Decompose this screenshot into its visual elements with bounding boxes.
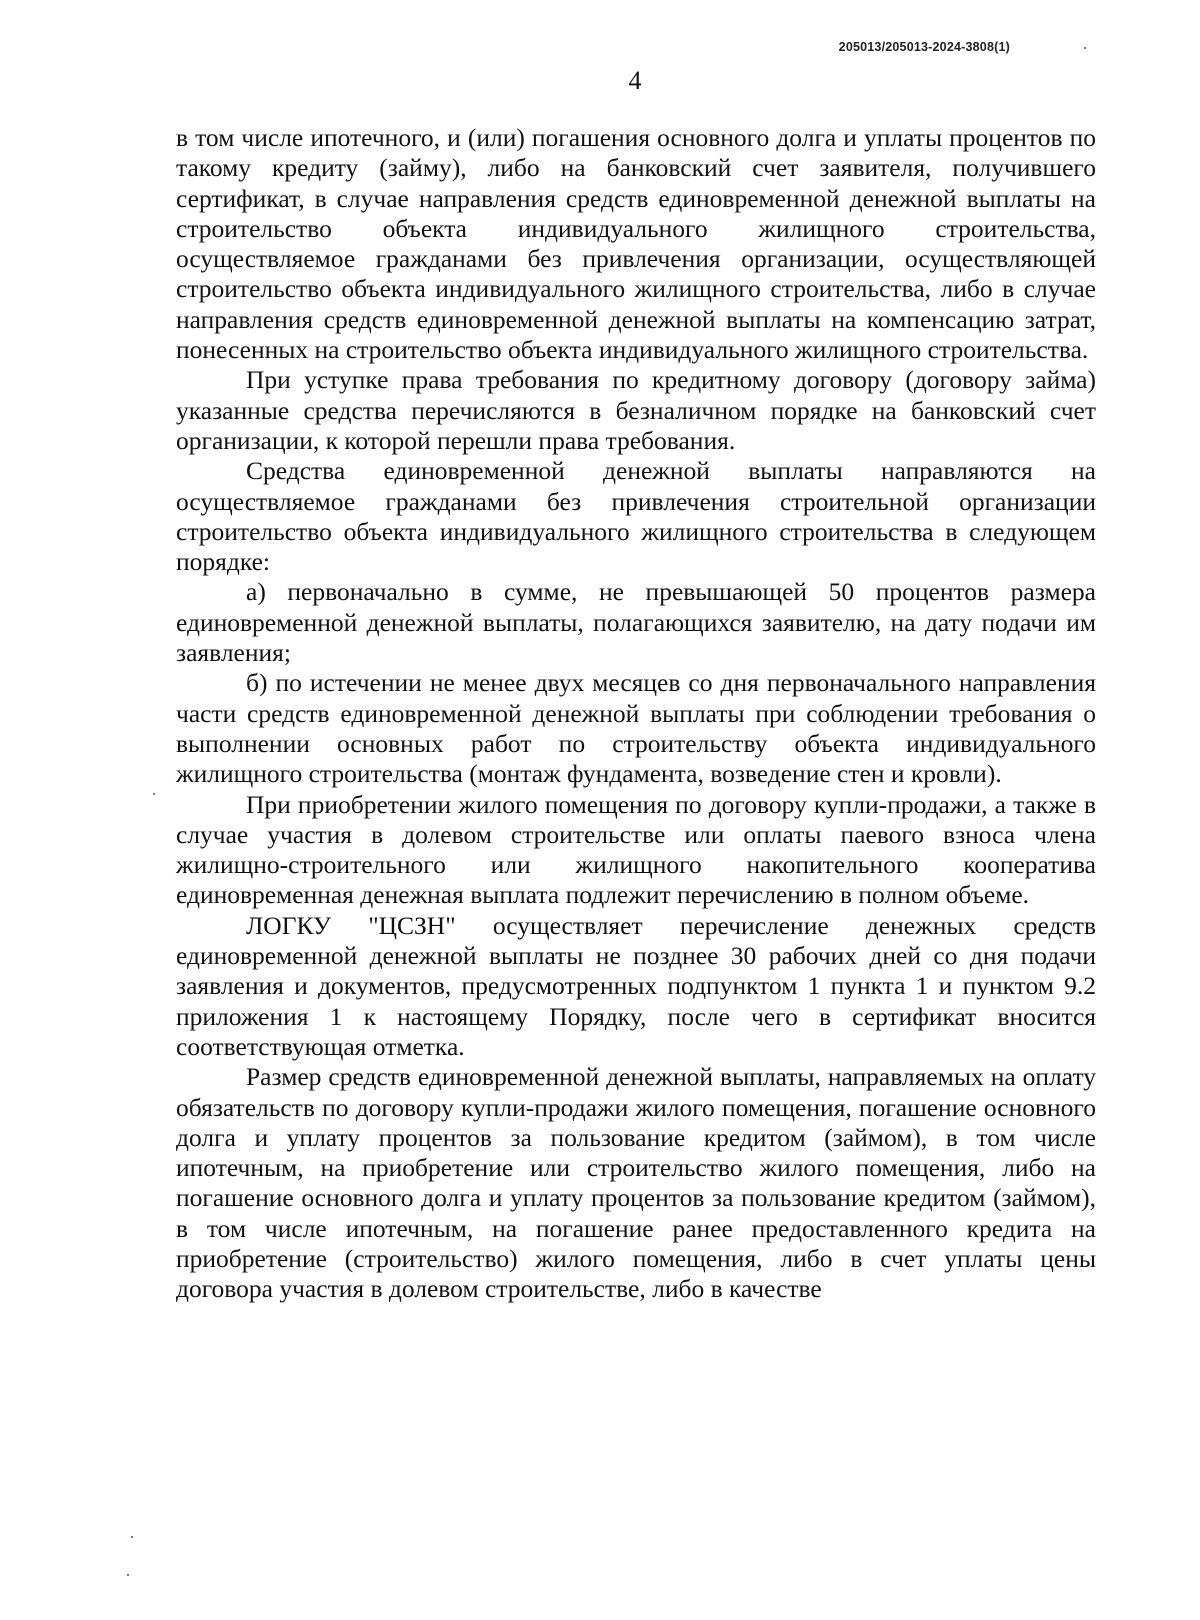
scan-speck	[131, 1536, 133, 1538]
scan-speck	[1084, 47, 1086, 49]
paragraph-continuation: в том числе ипотечного, и (или) погашения основного долга и уплаты процентов по такому кредиту (займу), либо на банковский счет заявителя, получившего сертификат, в случае направления средств единовременной денежной выплаты на строительство объекта индивидуального жилищного строительства, осуществляемое гражданами без привлечения организации, осуществляющей строительство объекта индивидуального жилищного строительства, либо в случае направления средств единовременной денежной выплаты на компенсацию затрат, понесенных на строительство объекта индивидуального жилищного строительства.	[176, 123, 1096, 365]
paragraph-assignment-of-claim: При уступке права требования по кредитному договору (договору займа) указанные средства перечисляются в безналичном порядке на банковский счет организации, к которой перешли права требования.	[176, 365, 1096, 455]
paragraph-item-a: а) первоначально в сумме, не превышающей 50 процентов размера единовременной денежной выплаты, полагающихся заявителю, на дату подачи им заявления;	[176, 577, 1096, 668]
paragraph-transfer-deadline: ЛОГКУ "ЦСЗН" осуществляет перечисление денежных средств единовременной денежной выплаты не позднее 30 рабочих дней со дня подачи заявления и документов, предусмотренных подпунктом 1 пункта 1 и пунктом 9.2 приложения 1 к настоящему Порядку, после чего в сертификат вносится соответствующая отметка.	[176, 910, 1096, 1061]
paragraph-construction-payment-order: Средства единовременной денежной выплаты направляются на осуществляемое гражданами без привлечения строительной организации строительство объекта индивидуального жилищного строительства в следующем порядке:	[176, 456, 1096, 577]
document-id: 205013/205013-2024-3808(1)	[838, 40, 1010, 54]
scan-speck	[153, 793, 155, 795]
body-text	[176, 123, 1096, 1305]
scan-speck	[127, 1574, 129, 1576]
paragraph-purchase-full-amount: При приобретении жилого помещения по договору купли-продажи, а также в случае участия в долевом строительстве или оплаты паевого взноса члена жилищно-строительного или жилищного накопительного кооператива единовременная денежная выплата подлежит перечислению в полном объеме.	[176, 789, 1096, 910]
paragraph-payment-size: Размер средств единовременной денежной выплаты, направляемых на оплату обязательств по договору купли-продажи жилого помещения, погашение основного долга и уплату процентов за пользование кредитом (займом), в том числе ипотечным, на приобретение или строительство жилого помещения, либо на погашение основного долга и уплату процентов за пользование кредитом (займом), в том числе ипотечным, на погашение ранее предоставленного кредита на приобретение (строительство) жилого помещения, либо в счет уплаты цены договора участия в долевом строительстве, либо в качестве	[176, 1062, 1096, 1304]
page-number: 4	[628, 66, 642, 95]
paragraph-item-b: б) по истечении не менее двух месяцев со дня первоначального направления части средств единовременной денежной выплаты при соблюдении требования о выполнении основных работ по строительству объекта индивидуального жилищного строительства (монтаж фундамента, возведение стен и кровли).	[176, 668, 1096, 789]
